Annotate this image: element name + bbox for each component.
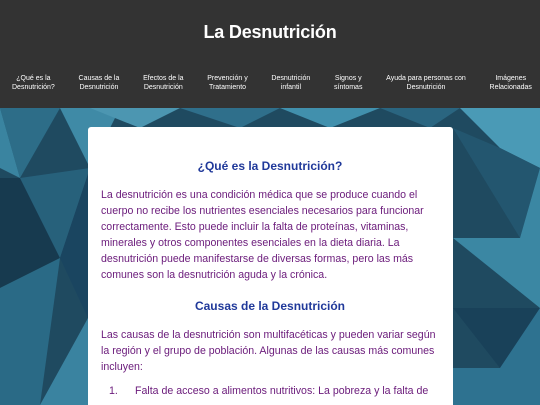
nav-item-signos[interactable] [334,74,362,102]
section-paragraph-causas: Las causas de la desnutrición son multifacéticas y pueden variar según la región y el grupo de población. Algunas de las causas más comunes incluyen: [101,329,436,373]
causes-list [101,383,439,399]
nav-label-line2: Tratamiento [208,84,247,91]
nav-label-line1: Signos y [334,75,362,82]
nav-item-infantil[interactable] [271,74,310,102]
main-navigation [0,74,540,102]
nav-label-line1: Prevención y [207,75,248,82]
list-item [109,383,439,399]
nav-label-line1: Desnutrición [271,75,311,82]
nav-label-line2: Desnutrición? [12,84,55,91]
nav-label-line2: Relacionadas [489,84,532,91]
nav-label-line2: síntomas [334,84,363,91]
nav-label-line1: Ayuda para personas con [386,75,466,82]
content-card [88,127,453,405]
section-title-que-es: ¿Qué es la Desnutrición? [197,159,343,173]
nav-label-line2: Desnutrición [79,84,119,91]
nav-label-line2: infantil [280,84,301,91]
nav-item-prevencion[interactable] [207,74,247,102]
nav-label-line2: Desnutrición [143,84,183,91]
nav-label-line1: Efectos de la [143,75,184,82]
nav-label-line1: Causas de la [78,75,120,82]
list-item-text: Falta de acceso a alimentos nutritivos: La pobreza y la falta de [135,385,429,397]
nav-item-ayuda[interactable] [386,74,466,102]
nav-item-causas[interactable] [79,74,120,102]
nav-label-line1: ¿Qué es la [16,75,51,82]
list-item-number: 1. [109,385,118,397]
nav-item-que-es[interactable] [12,74,55,102]
section-paragraph-que-es: La desnutrición es una condición médica que se produce cuando el cuerpo no recibe los nutrientes esenciales necesarios para funcionar correctamente. Esto puede incluir la falta de proteínas, vitaminas, minerales y otros componentes esenciales en la dieta diaria. La desnutrición puede manifestarse de diversas formas, pero las más comunes son la desnutrición aguda y la crónica. [101,189,424,281]
nav-label-line1: Imágenes [495,75,527,82]
site-header [0,0,540,108]
nav-label-line2: Desnutrición [406,84,446,91]
nav-item-imagenes[interactable] [490,74,532,102]
section-title-causas: Causas de la Desnutrición [194,299,346,313]
site-title: La Desnutrición [203,22,337,42]
nav-item-efectos[interactable] [143,74,183,102]
